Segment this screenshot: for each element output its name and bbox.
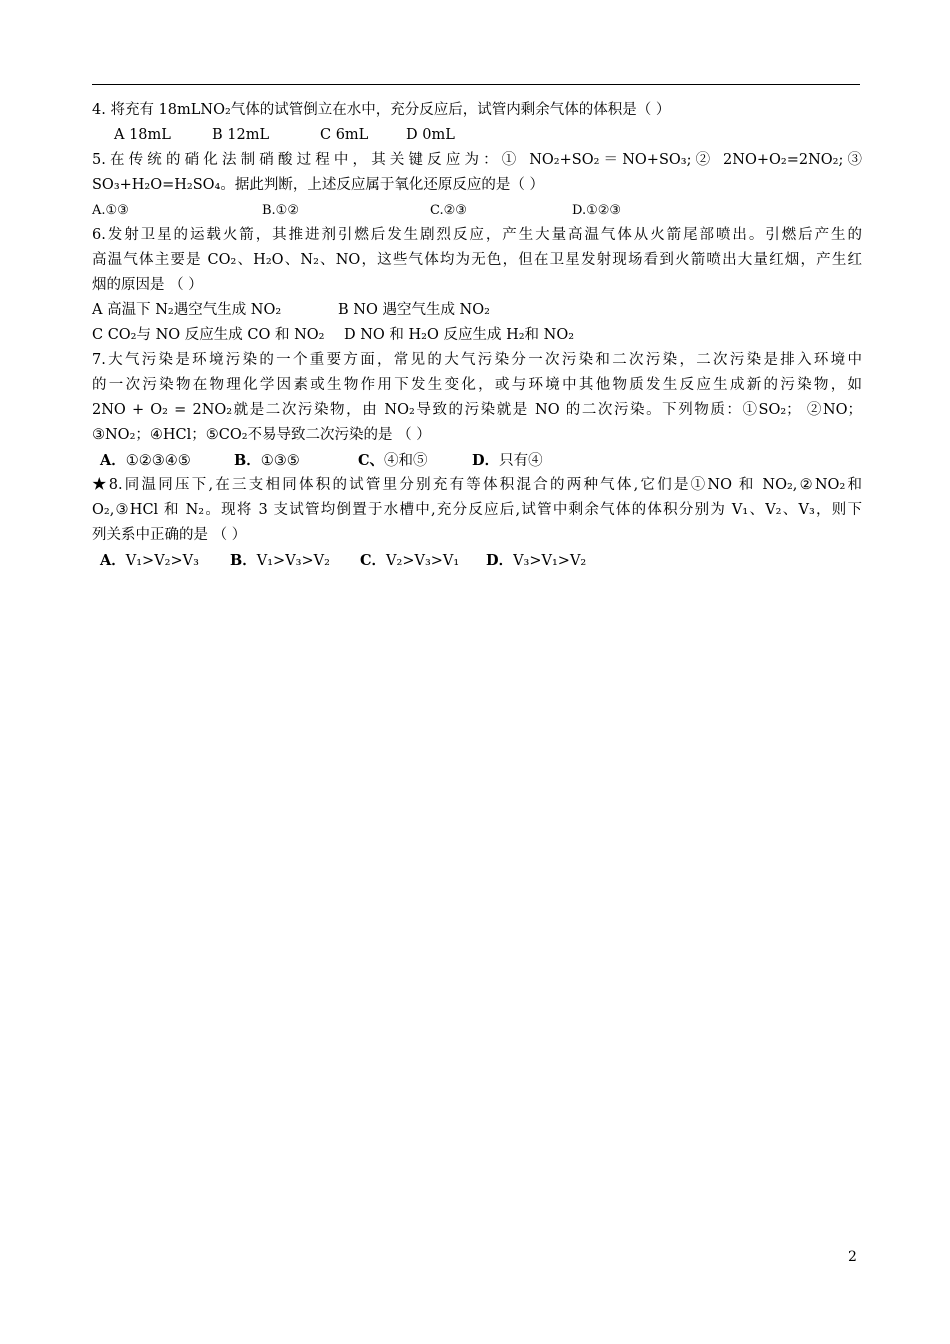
q8-line-2: O₂,③HCl 和 N₂。现将 3 支试管均倒置于水槽中,充分反应后,试管中剩余气体的体积分别为 V₁、V₂、V₃，则下 [92,502,862,518]
q6-line-2: 高温气体主要是 CO₂、H₂O、N₂、NO，这些气体均为无色，但在卫星发射现场看到火箭喷出大量红烟，产生红 [92,252,862,268]
q4-stem: 4. 将充有 18mLNO₂气体的试管倒立在水中，充分反应后，试管内剩余气体的体积是（ ） [92,102,671,118]
q8-options [92,548,862,573]
q5-option-c: C.②③ [430,203,467,218]
q4-option-d: D 0mL [406,127,455,143]
q6-line-3: 烟的原因是 （ ） [92,277,203,293]
q8-line-1: ★8.同温同压下,在三支相同体积的试管里分别充有等体积混合的两种气体,它们是①NO 和 NO₂,②NO₂和 [92,477,862,493]
page-number: 2 [848,1249,857,1265]
q6-line-1: 6.发射卫星的运载火箭，其推进剂引燃后发生剧烈反应，产生大量高温气体从火箭尾部喷出。引燃后产生的 [92,227,862,243]
q7-line-1: 7.大气污染是环境污染的一个重要方面，常见的大气污染分一次污染和二次污染，二次污染是排入环境中 [92,352,862,368]
q7-option-c: C、④和⑤ [358,452,428,469]
q7-line-4: ③NO₂；④HCl；⑤CO₂不易导致二次污染的是 （ ） [92,427,431,443]
q8-option-b: B．V₁>V₃>V₂ [230,552,330,569]
q7-options [92,448,862,473]
q6-option-d: D NO 和 H₂O 反应生成 H₂和 NO₂ [344,327,575,343]
q7-option-a: A．①②③④⑤ [100,452,191,469]
q6-option-b: B NO 遇空气生成 NO₂ [338,302,490,318]
q6-option-c: C CO₂与 NO 反应生成 CO 和 NO₂ [92,327,325,343]
q8-option-d: D．V₃>V₁>V₂ [486,552,587,569]
q5-options [92,198,862,223]
q8-line-3: 列关系中正确的是 （ ） [92,527,247,543]
q5-option-b: B.①② [262,203,299,218]
q7-option-d: D．只有④ [472,452,543,469]
q6-options-cd [92,323,862,348]
q4-option-c: C 6mL [320,127,369,143]
q8-option-c: C．V₂>V₃>V₁ [360,552,460,569]
q5-option-d: D.①②③ [572,203,622,218]
q6-option-a: A 高温下 N₂遇空气生成 NO₂ [92,302,282,318]
q7-line-3: 2NO + O₂ = 2NO₂就是二次污染物，由 NO₂导致的污染就是 NO 的二次污染。下列物质：①SO₂； ②NO； [92,402,862,418]
q6-options-ab [92,298,862,323]
q7-option-b: B．①③⑤ [234,452,300,469]
q7-line-2: 的一次污染物在物理化学因素或生物作用下发生变化，或与环境中其他物质发生反应生成新的污染物，如 [92,377,862,393]
q5-line-1: 5.在传统的硝化法制硝酸过程中，其关键反应为：① NO₂+SO₂＝NO+SO₃;② 2NO+O₂=2NO₂;③ [92,152,862,168]
worksheet-body [92,98,862,573]
q5-option-a: A.①③ [92,203,129,218]
q4-option-b: B 12mL [212,127,270,143]
q4-options [92,123,862,148]
header-rule [92,84,860,85]
q4-option-a: A 18mL [114,127,171,143]
q8-option-a: A．V₁>V₂>V₃ [100,552,199,569]
q5-line-2: SO₃+H₂O=H₂SO₄。据此判断，上述反应属于氧化还原反应的是（ ） [92,177,544,193]
